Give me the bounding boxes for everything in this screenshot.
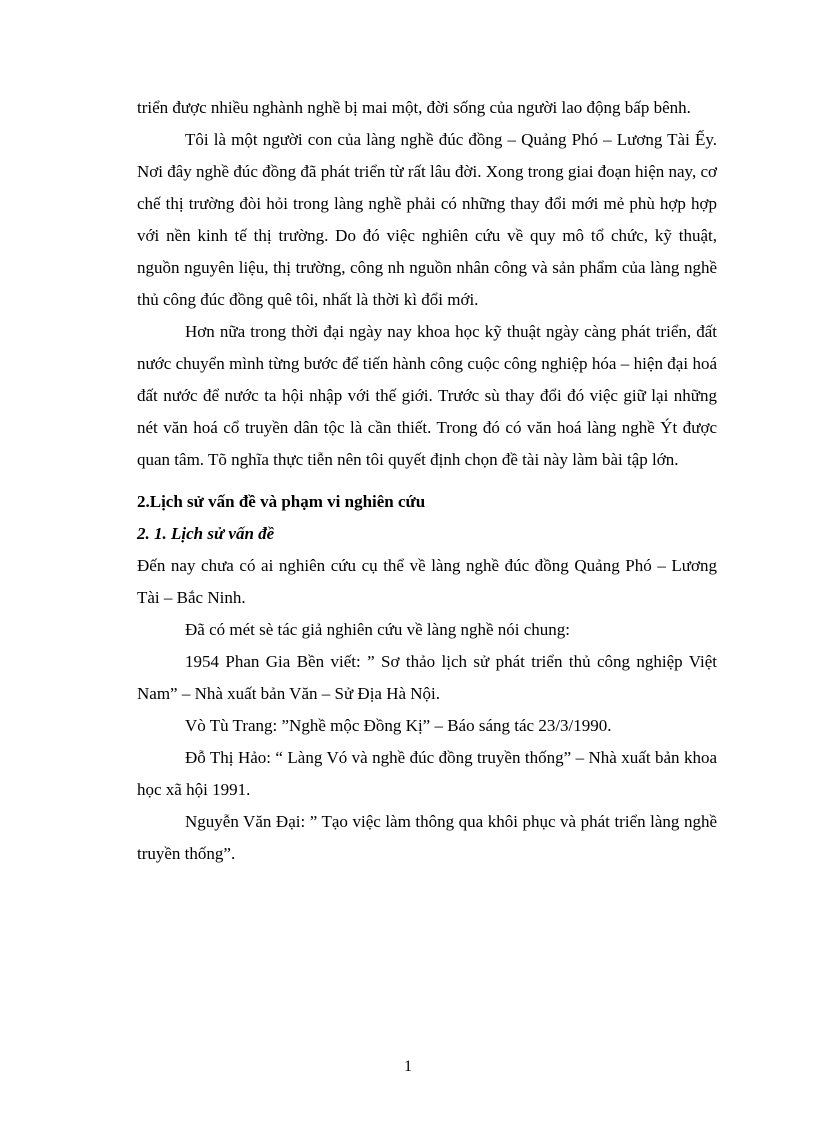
page-content <box>137 92 717 870</box>
reference-item: Nguyễn Văn Đại: ” Tạo việc làm thông qua khôi phục và phát triển làng nghề truyền thống”. <box>137 812 717 863</box>
reference-item: 1954 Phan Gia Bền viết: ” Sơ thảo lịch sử phát triển thủ công nghiệp Việt Nam” – Nhà xuất bản Văn – Sử Địa Hà Nội. <box>137 652 717 703</box>
section-heading: 2.Lịch sử vấn đề và phạm vi nghiên cứu <box>137 492 426 511</box>
page-number: 1 <box>404 1058 412 1075</box>
paragraph-hometown: Tôi là một người con của làng nghề đúc đồng – Quảng Phó – Lương Tài Ếy. Nơi đây nghề đúc đồng đã phát triển từ rất lâu đời. Xong trong giai đoạn hiện nay, cơ chế thị trường đòi hỏi trong làng nghề phải có những thay đổi mới mẻ phù hợp hợp với nền kinh tế thị trường. Do đó việc nghiên cứu về quy mô tổ chức, kỹ thuật, nguồn nguyên liệu, thị trường, công nh nguồn nhân công và sản phẩm của làng nghề thủ công đúc đồng quê tôi, nhất là thời kì đổi mới. <box>137 130 717 309</box>
paragraph-intro-continuation: triển được nhiều nghành nghề bị mai một, đời sống của người lao động bấp bênh. <box>137 98 691 117</box>
subsection-heading: 2. 1. Lịch sử vấn đề <box>137 524 275 543</box>
paragraph-motivation: Hơn nữa trong thời đại ngày nay khoa học kỹ thuật ngày càng phát triển, đất nước chuyển mình từng bước để tiến hành công cuộc công nghiệp hóa – hiện đại hoá đất nước để nước ta hội nhập với thế giới. Trước sù thay đổi đó việc giữ lại những nét văn hoá cổ truyền dân tộc là cần thiết. Trong đó có văn hoá làng nghề Ýt được quan tâm. Tõ nghĩa thực tiễn nên tôi quyết định chọn đề tài này làm bài tập lớn. <box>137 322 717 469</box>
reference-item: Vò Tù Trang: ”Nghề mộc Đồng Kị” – Báo sáng tác 23/3/1990. <box>185 716 612 735</box>
reference-item: Đỗ Thị Hảo: “ Làng Vó và nghề đúc đồng truyền thống” – Nhà xuất bản khoa học xã hội 1991. <box>137 748 717 799</box>
paragraph-authors-intro: Đã có mét sè tác giả nghiên cứu về làng nghề nói chung: <box>185 620 570 639</box>
paragraph-no-prior-research: Đến nay chưa có ai nghiên cứu cụ thể về làng nghề đúc đồng Quảng Phó – Lương Tài – Bắc Ninh. <box>137 556 717 607</box>
